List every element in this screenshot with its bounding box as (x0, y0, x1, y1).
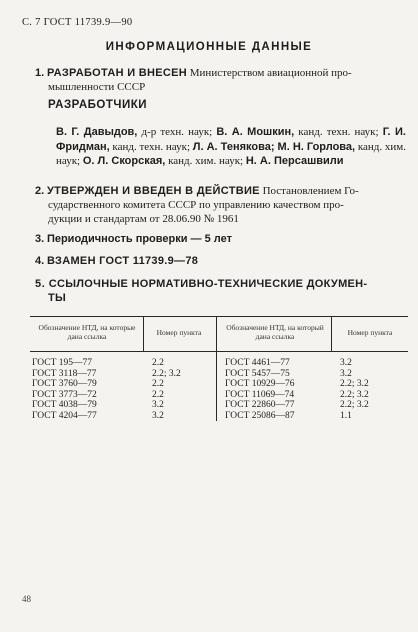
developer-title: д-р техн. наук; (137, 126, 217, 138)
table-cell-doc-left: ГОСТ 4204—77 (32, 411, 97, 421)
section-2-line-1 (35, 184, 405, 198)
section-2-heading: УТВЕРЖДЕН И ВВЕДЕН В ДЕЙСТВИЕ (46, 185, 260, 197)
table-cell-doc-right: ГОСТ 10929—76 (225, 379, 295, 390)
section-5-line-1 (35, 277, 405, 291)
page-number: 48 (22, 594, 31, 604)
table-cell-doc-right: ГОСТ 5457—75 (225, 368, 290, 379)
table-cell-clause-right: 3.2 (340, 368, 352, 379)
table-cell-clause-left: 2.2 (152, 358, 164, 368)
table-cell-clause-right: 2.2; 3.2 (340, 400, 369, 411)
section-2-text-cont: сударственного комитета СССР по управлению качеством про- (48, 199, 344, 211)
section-3-text: Периодичность проверки — 5 лет (46, 233, 232, 245)
developer-name: В. А. Мошкин, (216, 126, 295, 138)
table-cell-doc-left: ГОСТ 3118—77 (32, 368, 97, 379)
section-1-text-cont: мышленности СССР (48, 81, 146, 93)
col-header-doc-right: Обозначение НТД, на который дана ссылка (226, 323, 324, 341)
table-cell-clause-left: 3.2 (152, 411, 164, 421)
section-replaces (35, 254, 405, 268)
table-cell-doc-right: ГОСТ 25086—87 (225, 411, 295, 421)
section-1-heading: РАЗРАБОТАН И ВНЕСЕН (46, 67, 188, 79)
table-cell-clause-right: 1.1 (340, 411, 352, 421)
table-cell-doc-left: ГОСТ 4038—79 (32, 400, 97, 411)
page-title: ИНФОРМАЦИОННЫЕ ДАННЫЕ (105, 41, 313, 53)
table-cell-clause-left: 3.2 (152, 400, 164, 411)
developer-title: канд. хим. наук; (165, 155, 246, 167)
col-header-doc-left: Обозначение НТД, на которые дана ссылка (38, 323, 136, 341)
developer-title: канд. техн. наук; (109, 140, 193, 153)
section-approved (35, 184, 405, 226)
table-divider (216, 317, 217, 421)
developer-name: В. Г. Давыдов, (56, 126, 138, 138)
developers-heading: РАЗРАБОТЧИКИ (48, 99, 147, 111)
table-header-row (30, 317, 408, 352)
section-4-heading: ВЗАМЕН ГОСТ 11739.9—78 (46, 255, 199, 267)
col-header-clause-right: Номер пункта (347, 328, 393, 337)
references-table (30, 316, 408, 421)
section-2-number: 2. (35, 185, 45, 197)
table-cell-doc-left: ГОСТ 195—77 (32, 358, 92, 368)
table-cell-doc-left: ГОСТ 3773—72 (32, 389, 97, 400)
table-cell-clause-right: 2.2; 3.2 (340, 379, 369, 390)
section-review-period (35, 232, 405, 246)
section-2-text: Постановлением Го- (262, 185, 359, 197)
section-5-heading-cont: ТЫ (48, 292, 67, 304)
developer-name: Н. А. Персашвили (245, 155, 344, 167)
developer-name: Г. И. Фридман, (56, 126, 406, 153)
section-4-number: 4. (35, 255, 45, 267)
table-divider (331, 317, 332, 351)
table-cell-clause-left: 2.2 (152, 379, 164, 390)
table-cell-clause-right: 3.2 (340, 358, 352, 368)
section-1-number: 1. (35, 67, 45, 79)
table-cell-clause-right: 2.2; 3.2 (340, 389, 369, 400)
developer-title: канд. хим. наук; (56, 140, 406, 167)
developer-name: О. Л. Скорская, (82, 155, 166, 167)
section-2-text-cont: дукции и стандартам от 28.06.90 № 1961 (48, 213, 239, 225)
table-cell-doc-right: ГОСТ 22860—77 (225, 400, 295, 411)
section-5-heading: ССЫЛОЧНЫЕ НОРМАТИВНО-ТЕХНИЧЕСКИЕ ДОКУМЕН- (48, 278, 368, 290)
section-references (35, 277, 405, 305)
page-header: С. 7 ГОСТ 11739.9—90 (22, 17, 133, 28)
section-5-number: 5. (35, 278, 46, 290)
section-1-line-1 (35, 66, 405, 80)
section-1-text: Министерством авиационной про- (189, 67, 352, 79)
developer-name: М. Н. Горлова, (274, 140, 356, 153)
developer-title: канд. техн. наук; (294, 126, 383, 138)
col-header-clause-left: Номер пункта (156, 328, 202, 337)
table-cell-doc-right: ГОСТ 11069—74 (225, 389, 295, 400)
table-cell-doc-right: ГОСТ 4461—77 (225, 358, 290, 368)
table-divider (143, 317, 144, 351)
developer-name: Л. А. Тенякова; (192, 140, 275, 153)
table-cell-doc-left: ГОСТ 3760—79 (32, 379, 97, 390)
table-cell-clause-left: 2.2; 3.2 (152, 368, 181, 379)
table-cell-clause-left: 2.2 (152, 389, 164, 400)
developers-list (56, 125, 406, 169)
section-3-number: 3. (35, 233, 45, 245)
section-developed-by (35, 66, 405, 94)
